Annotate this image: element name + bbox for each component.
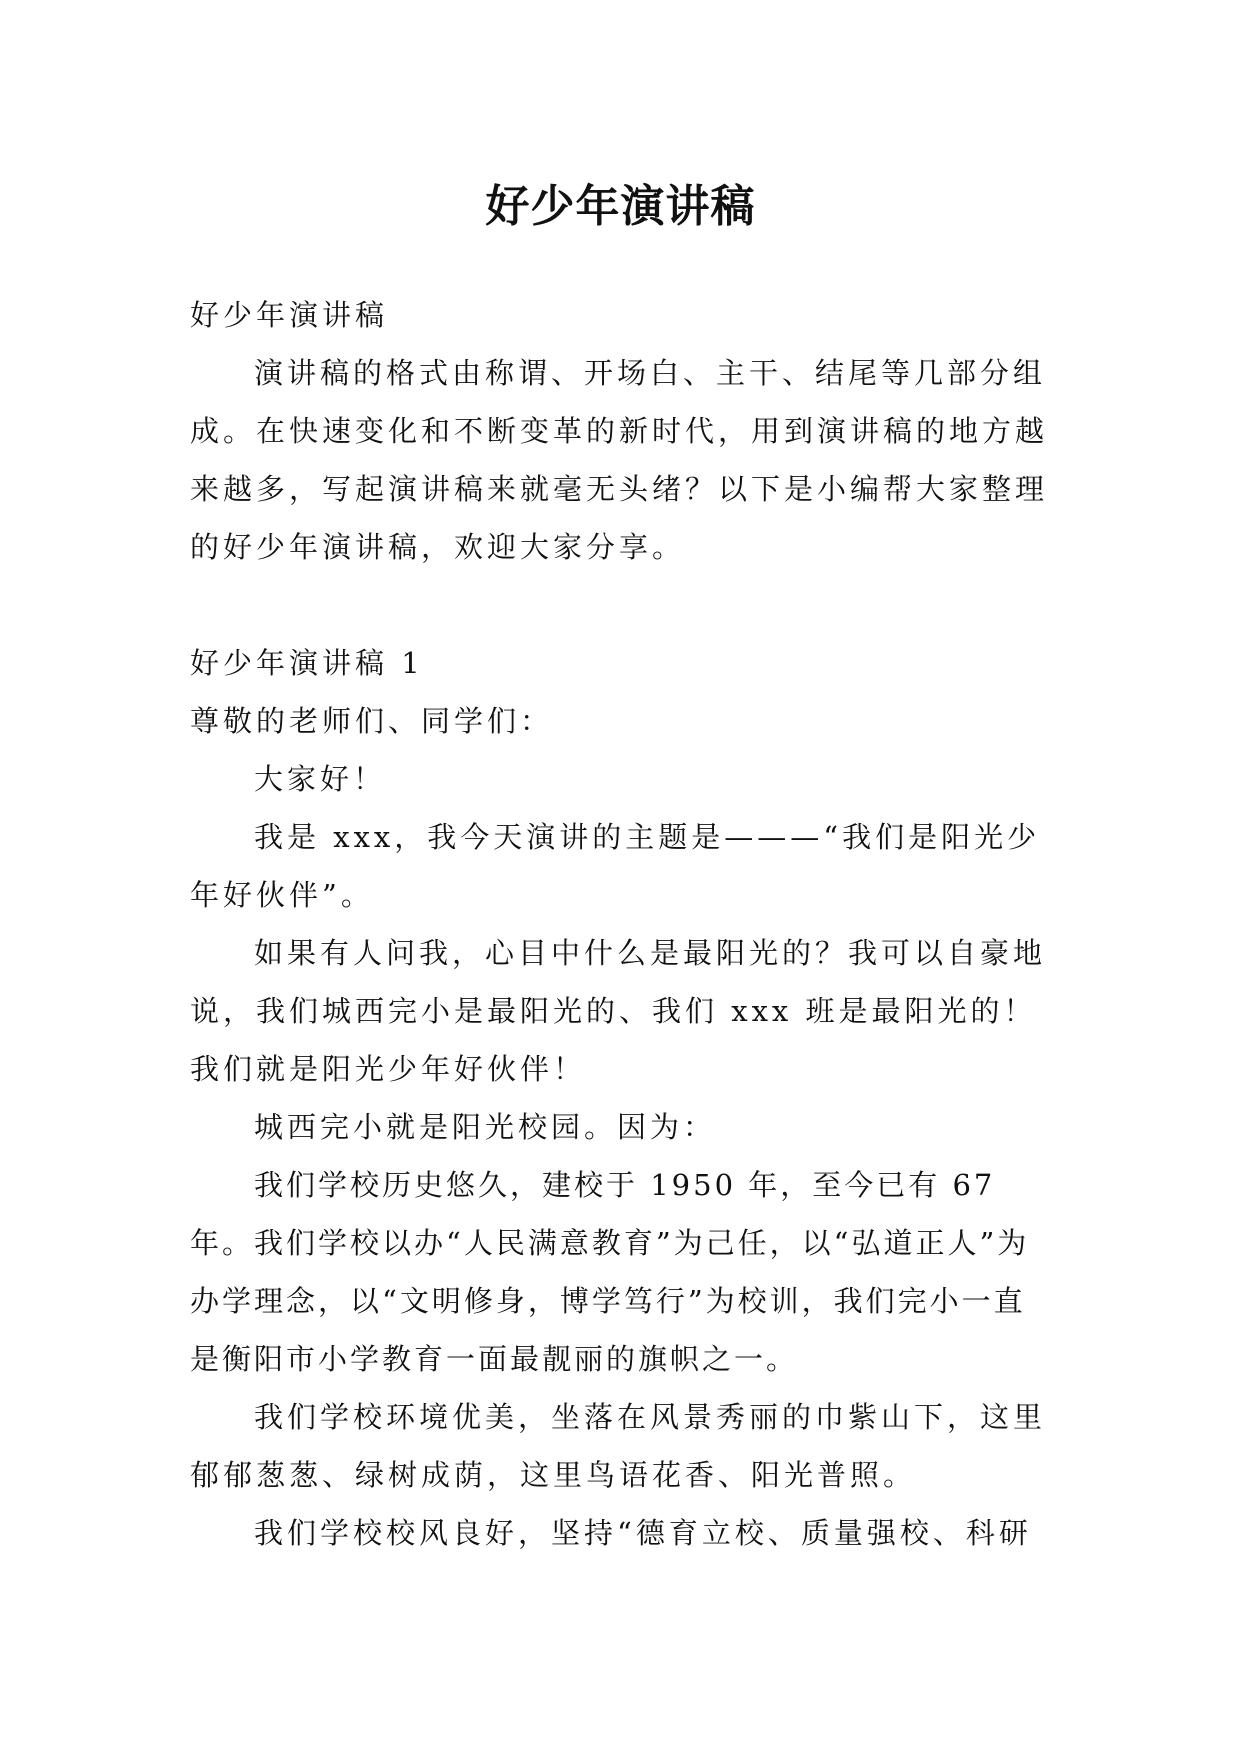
paragraph: 我们学校校风良好，坚持“德育立校、质量强校、科研 xyxy=(254,1516,1032,1550)
document-body xyxy=(190,286,1050,1562)
intro-paragraph: 演讲稿的格式由称谓、开场白、主干、结尾等几部分组成。在快速变化和不断变革的新时代，用到演讲稿的地方越来越多，写起演讲稿来就毫无头绪？以下是小编帮大家整理的好少年演讲稿，欢迎大家分享。 xyxy=(190,356,1049,564)
paragraph: 如果有人问我，心目中什么是最阳光的？我可以自豪地说，我们城西完小是最阳光的、我们 xxx 班是最阳光的！我们就是阳光少年好伙伴！ xyxy=(190,936,1047,1086)
blank-line xyxy=(190,576,1050,634)
paragraph: 我们学校环境优美，坐落在风景秀丽的巾紫山下，这里郁郁葱葱、绿树成荫，这里鸟语花香、阳光普照。 xyxy=(190,1400,1047,1492)
document-subtitle: 好少年演讲稿 xyxy=(190,298,389,332)
paragraph: 我是 xxx，我今天演讲的主题是———“我们是阳光少年好伙伴”。 xyxy=(190,820,1041,912)
section-title: 好少年演讲稿 1 xyxy=(190,646,424,680)
salutation: 尊敬的老师们、同学们： xyxy=(190,704,554,738)
paragraph: 我们学校历史悠久，建校于 1950 年，至今已有 67 年。我们学校以办“人民满意教育”为己任，以“弘道正人”为办学理念，以“文明修身，博学笃行”为校训，我们完小一直是衡阳市小学教育一面最靓丽的旗帜之一。 xyxy=(190,1168,1030,1376)
document-title: 好少年演讲稿 xyxy=(485,181,756,233)
paragraph: 城西完小就是阳光校园。因为： xyxy=(254,1110,717,1144)
paragraph: 大家好！ xyxy=(254,762,387,796)
